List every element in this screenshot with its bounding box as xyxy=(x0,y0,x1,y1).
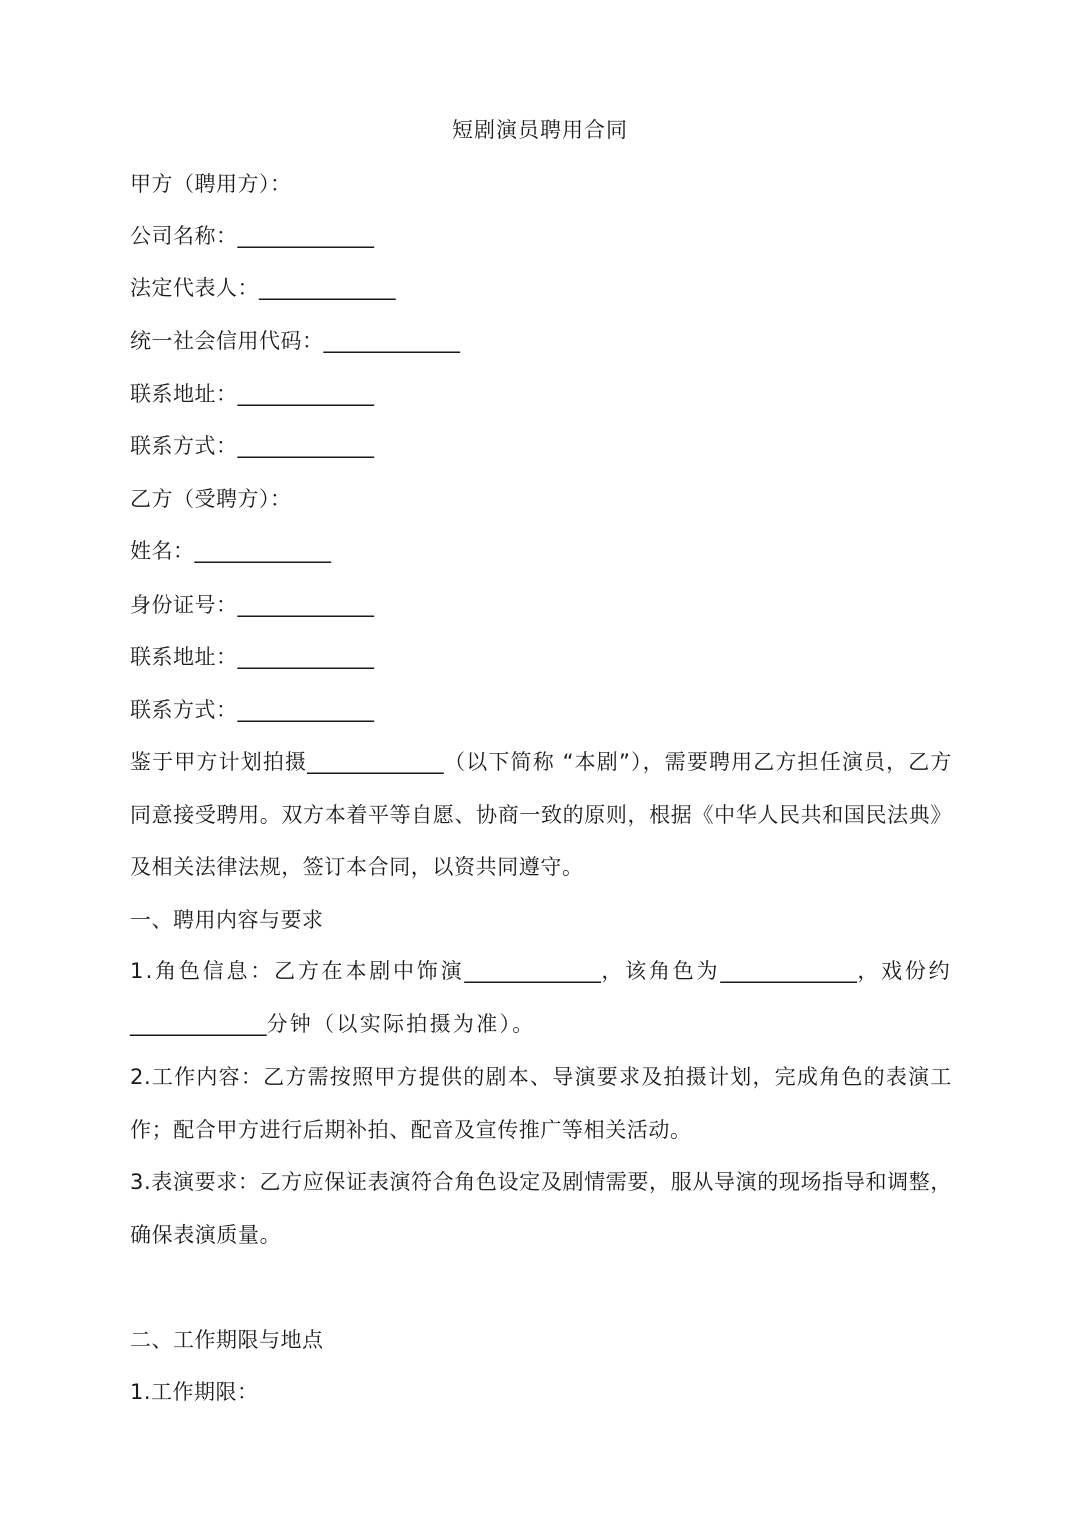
section-2-item-1: 1.工作期限： xyxy=(130,1380,259,1404)
field-label: 姓名： xyxy=(130,539,195,563)
party-b-heading: 乙方（受聘方）： xyxy=(130,487,292,511)
section-1-item-2: 2.工作内容：乙方需按照甲方提供的剧本、导演要求及拍摄计划，完成角色的表演工作；配合甲方进行后期补拍、配音及宣传推广等相关活动。 xyxy=(130,1065,952,1142)
item-text: ，戏份约 xyxy=(856,959,952,983)
field-label: 法定代表人： xyxy=(130,276,259,300)
party-a-address-field xyxy=(130,380,952,408)
fill-in-blank: _____________ xyxy=(307,750,444,774)
fill-in-blank: _____________ xyxy=(259,276,396,300)
document-title: 短剧演员聘用合同 xyxy=(452,118,628,142)
party-a-legal-representative-field xyxy=(130,274,952,302)
party-b-name-field xyxy=(130,537,952,565)
fill-in-blank: _____________ xyxy=(237,698,374,722)
item-text: 分钟（以实际拍摄为准）。 xyxy=(266,1011,536,1036)
fill-in-blank: _____________ xyxy=(130,1011,267,1036)
fill-in-blank: _____________ xyxy=(323,329,460,353)
field-label: 联系方式： xyxy=(130,698,238,722)
field-label: 公司名称： xyxy=(130,224,238,248)
section-1-item-1 xyxy=(130,945,952,1050)
party-b-address-field xyxy=(130,643,952,671)
fill-in-blank: _____________ xyxy=(194,539,331,563)
fill-in-blank: _____________ xyxy=(720,959,857,983)
section-1-heading: 一、聘用内容与要求 xyxy=(130,908,324,932)
preamble-text: （以下简称 “本剧”），需要聘用乙方担任演员，乙方同意接受聘用。双方本着平等自愿、协商一致的原则，根据《中华人民共和国民法典》及相关法律法规，签订本合同，以资共同遵守。 xyxy=(130,750,952,879)
fill-in-blank: _____________ xyxy=(237,645,374,669)
item-text: 1.角色信息：乙方在本剧中饰演 xyxy=(130,959,465,983)
fill-in-blank: _____________ xyxy=(237,382,374,406)
field-label: 联系地址： xyxy=(130,645,238,669)
party-b-id-number-field xyxy=(130,591,952,619)
party-a-heading: 甲方（聘用方）： xyxy=(130,172,292,196)
section-2-heading: 二、工作期限与地点 xyxy=(130,1328,324,1352)
fill-in-blank: _____________ xyxy=(237,593,374,617)
field-label: 身份证号： xyxy=(130,593,238,617)
item-text: ，该角色为 xyxy=(600,959,721,983)
party-a-contact-field xyxy=(130,432,952,460)
preamble-text: 鉴于甲方计划拍摄 xyxy=(130,750,308,774)
field-label: 统一社会信用代码： xyxy=(130,329,324,353)
field-label: 联系方式： xyxy=(130,434,238,458)
section-1-item-3: 3.表演要求：乙方应保证表演符合角色设定及剧情需要，服从导演的现场指导和调整，确保表演质量。 xyxy=(130,1170,952,1247)
party-b-contact-field xyxy=(130,696,952,724)
field-label: 联系地址： xyxy=(130,382,238,406)
fill-in-blank: _____________ xyxy=(237,434,374,458)
party-a-credit-code-field xyxy=(130,327,952,355)
fill-in-blank: _____________ xyxy=(237,224,374,248)
fill-in-blank: _____________ xyxy=(464,959,601,983)
preamble-paragraph xyxy=(130,736,952,894)
party-a-company-name-field xyxy=(130,222,952,250)
